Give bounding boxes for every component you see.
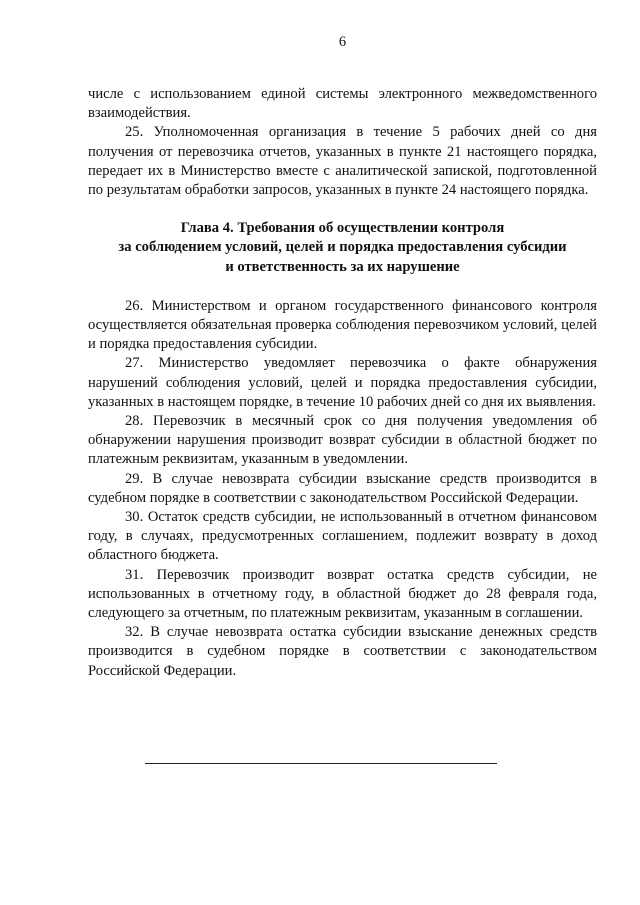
paragraph-31: 31. Перевозчик производит возврат остатка средств субсидии, не использованных в отчетному году, в областной бюджет до 28 февраля года, следующего за отчетным, по платежным реквизитам, указанным в соглашении. (88, 566, 597, 622)
document-body (88, 85, 597, 681)
paragraph-28: 28. Перевозчик в месячный срок со дня получения уведомления об обнаружении нарушения производит возврат субсидии в областной бюджет по платежным реквизитам, указанным в уведомлении. (88, 413, 597, 468)
paragraph-32: 32. В случае невозврата остатка субсидии взыскание денежных средств производится в судебном порядке в соответствии с законодательством Российской Федерации. (88, 624, 597, 679)
paragraph-29: 29. В случае невозврата субсидии взыскание средств производится в судебном порядке в соответствии с законодательством Российской Федерации. (88, 470, 597, 506)
end-of-document-rule (145, 763, 497, 764)
chapter-heading-line-2: за соблюдением условий, целей и порядка предоставления субсидии (118, 239, 567, 256)
chapter-heading-line-3: и ответственность за их нарушение (225, 258, 460, 275)
paragraph-26: 26. Министерством и органом государственного финансового контроля осуществляется обязательная проверка соблюдения перевозчиком условий, целей и порядка предоставления субсидии. (88, 297, 597, 353)
paragraph-continuation: числе с использованием единой системы электронного межведомственного взаимодействия. (88, 86, 597, 122)
paragraph-25: 25. Уполномоченная организация в течение 5 рабочих дней со дня получения от перевозчика отчетов, указанных в пункте 21 настоящего порядка, передает их в Министерство вместе с аналитической запиской, подготовленной по результатам обработки запросов, указанных в пункте 24 настоящего порядка. (88, 124, 597, 199)
paragraph-30: 30. Остаток средств субсидии, не использованный в отчетном финансовом году, в случаях, предусмотренных соглашением, подлежит возврату в доход областного бюджета. (88, 509, 597, 564)
chapter-heading-line-1: Глава 4. Требования об осуществлении контроля (180, 220, 505, 237)
page-number: 6 (338, 34, 347, 50)
chapter-heading (88, 219, 597, 277)
paragraph-27: 27. Министерство уведомляет перевозчика о факте обнаружения нарушений соблюдения условий, целей и порядка предоставления субсидии, указанных в настоящем порядке, в течение 10 рабочих дней со дня их выявления. (88, 355, 597, 410)
